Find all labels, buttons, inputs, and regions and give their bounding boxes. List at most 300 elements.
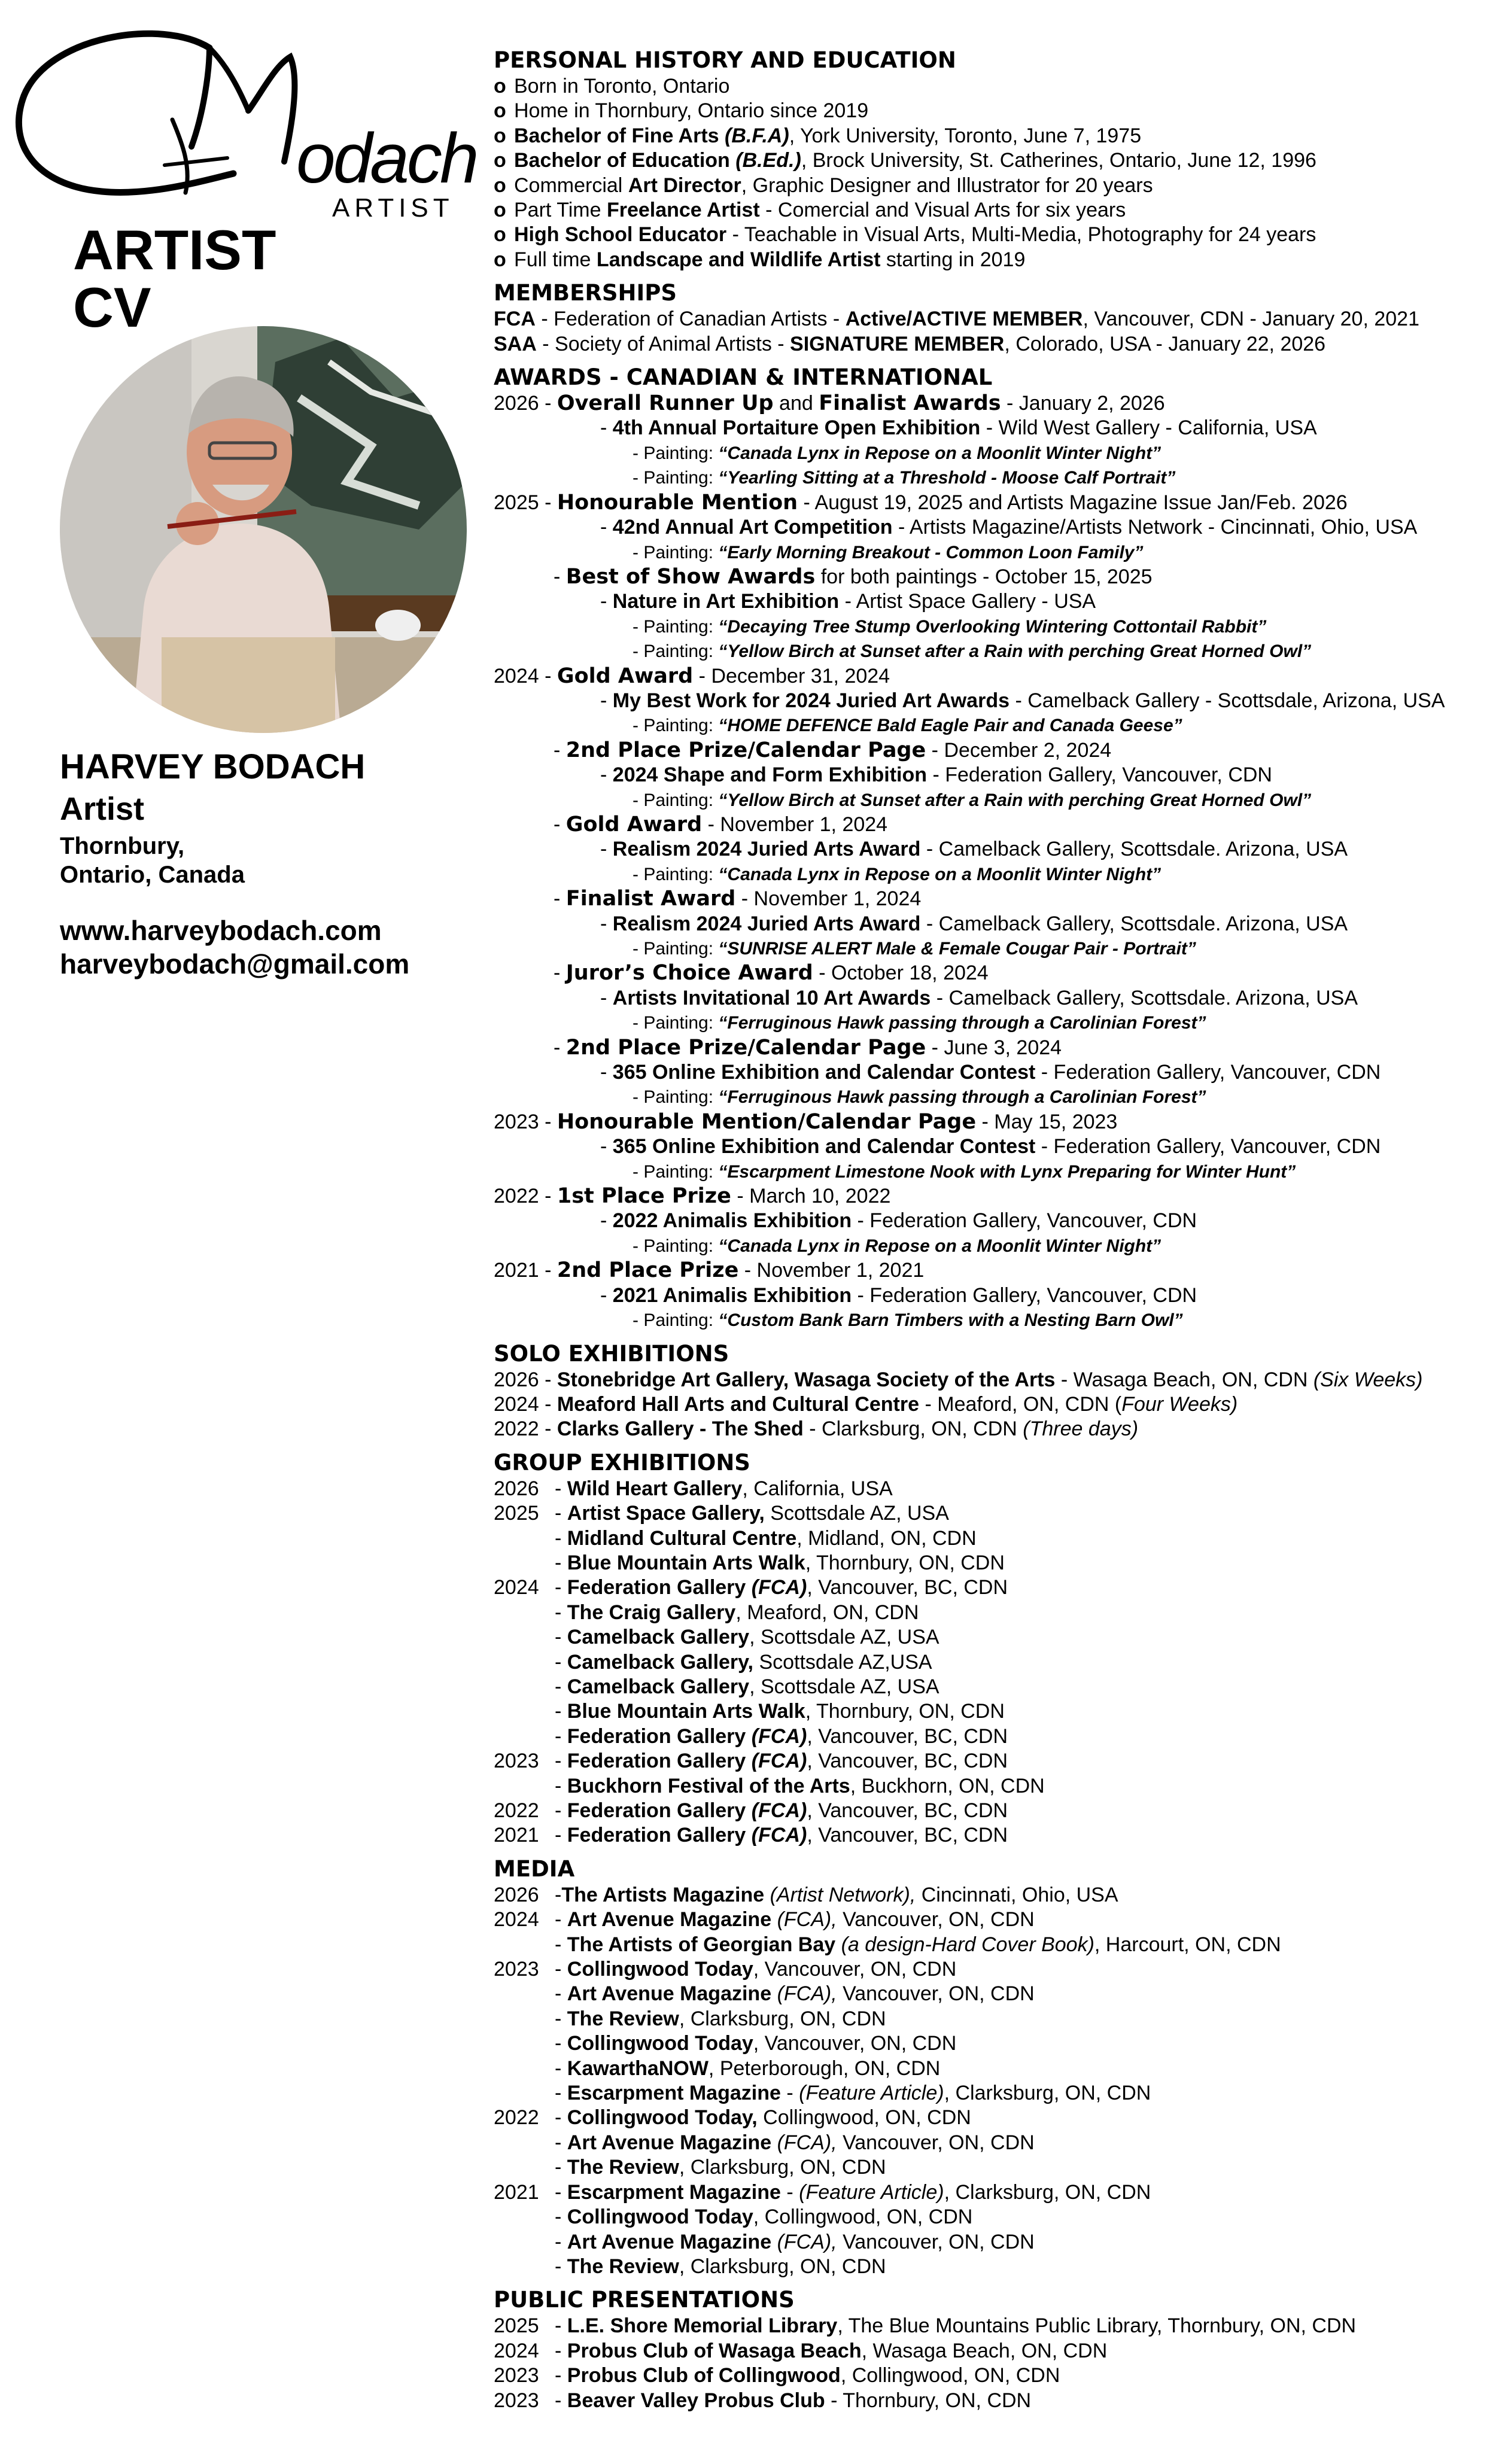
- text-segment: KawarthaNOW: [567, 2057, 709, 2080]
- table-row: [494, 1933, 1487, 1957]
- text-segment: Art Avenue Magazine: [567, 2230, 772, 2253]
- text-segment: and: [773, 392, 819, 415]
- text-segment: Bachelor of Fine Arts: [514, 124, 725, 147]
- painting-title: “Canada Lynx in Repose on a Moonlit Winter Night”: [718, 1236, 1161, 1256]
- text-segment: -: [555, 1700, 567, 1723]
- text-segment: -: [555, 2364, 567, 2387]
- text-segment: -: [555, 1601, 567, 1624]
- text-segment: Buckhorn Festival of the Arts: [567, 1774, 850, 1797]
- text-segment: -: [600, 838, 613, 861]
- public-presentations-list: [494, 2314, 1487, 2413]
- table-row: [494, 2314, 1487, 2338]
- text-segment: , Collingwood, ON, CDN: [753, 2206, 973, 2229]
- text-segment: - November 1, 2024: [735, 887, 922, 911]
- bullet-icon: o: [494, 174, 506, 197]
- awards-list: [494, 391, 1487, 1333]
- table-row: [494, 2031, 1487, 2056]
- table-row: [494, 2180, 1487, 2205]
- painting-line: [494, 639, 1487, 664]
- table-row: [494, 1526, 1487, 1551]
- text-segment: Escarpment Magazine: [567, 2082, 781, 2105]
- text-segment: -: [554, 738, 566, 762]
- award-line: [494, 738, 1487, 763]
- text-segment: - Camelback Gallery, Scottsdale. Arizona, USA: [920, 838, 1348, 861]
- text-segment: -: [600, 1061, 613, 1084]
- text-segment: Escarpment Magazine: [567, 2180, 781, 2204]
- list-item: [494, 1417, 1487, 1441]
- exhibition-line: [494, 1134, 1487, 1159]
- artist-cv-title: ARTIST CV: [73, 218, 276, 339]
- text-segment: -: [600, 763, 613, 787]
- text-segment: , Vancouver, BC, CDN: [807, 1724, 1008, 1748]
- text-segment: -: [555, 2156, 567, 2179]
- table-row: [494, 2007, 1487, 2031]
- left-column: [0, 0, 479, 1017]
- table-row: [494, 1799, 1487, 1823]
- text-segment: (B.F.A): [725, 124, 789, 147]
- text-segment: -: [600, 986, 613, 1009]
- text-segment: - Camelback Gallery - Scottsdale, Arizona, USA: [1010, 689, 1445, 712]
- text-segment: Art Avenue Magazine: [567, 1908, 772, 1931]
- text-segment: -: [555, 2314, 567, 2338]
- award-title: Best of Show Awards: [565, 564, 816, 589]
- text-segment: (FCA): [751, 1724, 807, 1748]
- personal-history-heading: PERSONAL HISTORY AND EDUCATION: [494, 47, 956, 73]
- text-segment: , Meaford, ON, CDN: [735, 1601, 919, 1624]
- award-title: Honourable Mention: [557, 490, 798, 515]
- text-segment: -: [555, 2032, 567, 2055]
- painting-title: “Ferruginous Hawk passing through a Carolinian Forest”: [718, 1013, 1206, 1033]
- year-cell: 2025: [494, 2314, 539, 2338]
- text-segment: , Vancouver, ON, CDN: [753, 2032, 957, 2055]
- painting-title: “HOME DEFENCE Bald Eagle Pair and Canada Geese”: [718, 716, 1182, 736]
- award-line: [494, 565, 1487, 589]
- text-segment: (FCA),: [777, 2230, 837, 2253]
- table-row: [494, 1823, 1487, 1848]
- text-segment: (FCA): [751, 1824, 807, 1847]
- text-segment: - October 18, 2024: [813, 962, 989, 985]
- exhibition-line: [494, 912, 1487, 936]
- painting-line: [494, 1234, 1487, 1258]
- text-segment: , Clarksburg, ON, CDN: [679, 2007, 886, 2030]
- award-title: Juror’s Choice Award: [565, 961, 813, 985]
- text-segment: - Federation of Canadian Artists -: [535, 308, 846, 331]
- table-row: [494, 1774, 1487, 1799]
- text-segment: - December 31, 2024: [693, 664, 890, 688]
- bullet-icon: o: [494, 124, 506, 147]
- text-segment: Four Weeks): [1121, 1392, 1238, 1416]
- text-segment: Vancouver, ON, CDN: [837, 2131, 1035, 2154]
- text-segment: (FCA),: [777, 2131, 837, 2154]
- text-segment: - Painting:: [633, 1087, 719, 1108]
- table-row: [494, 1551, 1487, 1575]
- text-segment: Born in Toronto, Ontario: [514, 75, 730, 98]
- text-segment: - Comercial and Visual Arts for six years: [759, 199, 1126, 222]
- table-row: [494, 2057, 1487, 2081]
- award-title: Finalist Awards: [819, 391, 1001, 416]
- text-segment: - Painting:: [633, 468, 719, 488]
- award-line: [494, 1036, 1487, 1060]
- text-segment: Nature in Art Exhibition: [612, 590, 840, 613]
- award-line: [494, 391, 1487, 416]
- text-segment: Meaford Hall Arts and Cultural Centre: [557, 1392, 920, 1416]
- text-segment: Federation Gallery: [567, 1724, 752, 1748]
- table-row: [494, 1650, 1487, 1675]
- text-segment: , Harcourt, ON, CDN: [1094, 1933, 1281, 1956]
- list-item: [494, 307, 1487, 331]
- text-segment: The Review: [567, 2007, 679, 2030]
- text-segment: Part Time: [514, 199, 607, 222]
- text-segment: -: [555, 1526, 567, 1550]
- text-segment: 4th Annual Portaiture Open Exhibition: [612, 416, 981, 440]
- text-segment: - June 3, 2024: [926, 1036, 1062, 1059]
- bullet-icon: o: [494, 199, 506, 222]
- text-segment: -: [555, 2057, 567, 2080]
- list-item: [494, 99, 1487, 123]
- text-segment: 2025 -: [494, 491, 557, 514]
- text-segment: -: [600, 689, 613, 712]
- text-segment: 2024 -: [494, 1392, 557, 1416]
- text-segment: Collingwood Today: [567, 1958, 753, 1981]
- text-segment: - Painting:: [633, 641, 719, 662]
- solo-exhibitions-heading: SOLO EXHIBITIONS: [494, 1340, 729, 1367]
- painting-line: [494, 713, 1487, 738]
- award-title: 2nd Place Prize/Calendar Page: [565, 1035, 926, 1060]
- painting-line: [494, 466, 1487, 490]
- text-segment: -: [555, 1908, 567, 1931]
- text-segment: , Clarksburg, ON, CDN: [944, 2180, 1151, 2204]
- year-cell: 2023: [494, 1750, 539, 1773]
- text-segment: starting in 2019: [880, 248, 1026, 271]
- text-segment: 2026 -: [494, 392, 557, 415]
- text-segment: -: [555, 2255, 567, 2278]
- text-segment: , Thornbury, ON, CDN: [805, 1551, 1005, 1574]
- text-segment: , Scottsdale AZ, USA: [749, 1675, 939, 1698]
- text-segment: Collingwood Today: [567, 2032, 753, 2055]
- bullet-icon: o: [494, 99, 506, 123]
- text-segment: Active/ACTIVE MEMBER: [845, 308, 1083, 331]
- text-segment: Federation Gallery: [567, 1824, 752, 1847]
- website-link[interactable]: www.harveybodach.com: [60, 915, 382, 946]
- exhibition-line: [494, 1283, 1487, 1308]
- text-segment: - December 2, 2024: [926, 738, 1112, 762]
- text-segment: Vancouver, ON, CDN: [837, 1908, 1035, 1931]
- text-segment: -: [555, 1650, 567, 1674]
- year-cell: 2024: [494, 1576, 539, 1599]
- text-segment: - Painting:: [633, 1013, 719, 1033]
- text-segment: - Wasaga Beach, ON, CDN: [1055, 1368, 1313, 1391]
- painting-line: [494, 615, 1487, 639]
- table-row: [494, 1601, 1487, 1625]
- bullet-icon: o: [494, 223, 506, 247]
- list-item: [494, 1368, 1487, 1392]
- painting-title: “Escarpment Limestone Nook with Lynx Preparing for Winter Hunt”: [718, 1161, 1296, 1182]
- text-segment: , Brock University, St. Catherines, Ontario, June 12, 1996: [801, 149, 1316, 172]
- text-segment: , Buckhorn, ON, CDN: [850, 1774, 1045, 1797]
- painting-title: “Yellow Birch at Sunset after a Rain with perching Great Horned Owl”: [718, 641, 1312, 662]
- text-segment: Blue Mountain Arts Walk: [567, 1700, 805, 1723]
- text-segment: SAA: [494, 332, 537, 355]
- text-segment: - Painting:: [633, 790, 719, 810]
- table-row: [494, 2230, 1487, 2255]
- exhibition-line: [494, 986, 1487, 1011]
- text-segment: Probus Club of Collingwood: [567, 2364, 841, 2387]
- text-segment: (FCA),: [777, 1908, 837, 1931]
- table-row: [494, 2255, 1487, 2279]
- table-row: [494, 1675, 1487, 1699]
- text-segment: - Clarksburg, ON, CDN: [803, 1417, 1023, 1441]
- award-title: 1st Place Prize: [557, 1184, 731, 1209]
- text-segment: - Thornbury, ON, CDN: [825, 2389, 1032, 2412]
- table-row: [494, 2339, 1487, 2363]
- year-cell: 2025: [494, 1502, 539, 1525]
- year-cell: 2022: [494, 1799, 539, 1822]
- exhibition-line: [494, 763, 1487, 787]
- list-item: [494, 248, 1487, 272]
- table-row: [494, 1982, 1487, 2006]
- table-row: [494, 2155, 1487, 2180]
- list-item: [494, 332, 1487, 357]
- text-segment: - Federation Gallery, Vancouver, CDN: [1035, 1135, 1381, 1158]
- text-segment: 2023 -: [494, 1110, 557, 1133]
- text-segment: 2021 -: [494, 1259, 557, 1282]
- text-segment: , Vancouver, BC, CDN: [807, 1576, 1008, 1599]
- text-segment: Blue Mountain Arts Walk: [567, 1551, 805, 1574]
- text-segment: - Painting:: [633, 716, 719, 736]
- text-segment: , California, USA: [742, 1477, 893, 1500]
- award-title: Honourable Mention/Calendar Page: [557, 1109, 977, 1134]
- text-segment: [771, 1982, 777, 2005]
- cv-content: [494, 47, 1487, 2413]
- painting-title: “Decaying Tree Stump Overlooking Wintering Cottontail Rabbit”: [718, 616, 1267, 637]
- painting-line: [494, 1160, 1487, 1184]
- award-title: Gold Award: [557, 664, 694, 688]
- text-segment: -: [555, 1502, 567, 1525]
- text-segment: L.E. Shore Memorial Library: [567, 2314, 838, 2338]
- text-segment: -: [554, 887, 566, 911]
- text-segment: , Wasaga Beach, ON, CDN: [861, 2339, 1108, 2362]
- text-segment: [764, 1884, 770, 1906]
- painting-title: “Canada Lynx in Repose on a Moonlit Winter Night”: [718, 443, 1161, 463]
- table-row: [494, 1699, 1487, 1724]
- text-segment: Bachelor of Education: [514, 149, 736, 172]
- exhibition-line: [494, 1060, 1487, 1085]
- svg-text:ARTIST: ARTIST: [332, 193, 454, 223]
- public-presentations-heading: PUBLIC PRESENTATIONS: [494, 2287, 795, 2313]
- award-title: Finalist Award: [565, 887, 736, 911]
- solo-exhibitions-list: [494, 1368, 1487, 1442]
- painting-line: [494, 540, 1487, 565]
- text-segment: The Craig Gallery: [567, 1601, 736, 1624]
- text-segment: Scottsdale AZ, USA: [764, 1502, 949, 1525]
- award-title: 2nd Place Prize/Calendar Page: [565, 738, 926, 762]
- text-segment: Art Avenue Magazine: [567, 1982, 772, 2006]
- text-segment: FCA: [494, 308, 536, 331]
- text-segment: Full time: [514, 248, 597, 271]
- text-segment: - Wild West Gallery - California, USA: [980, 416, 1317, 440]
- table-row: [494, 1749, 1487, 1774]
- text-segment: The Artists of Georgian Bay: [567, 1933, 836, 1956]
- text-segment: (Artist Network),: [770, 1883, 916, 1906]
- text-segment: (Feature Article): [799, 2180, 944, 2204]
- text-segment: , Graphic Designer and Illustrator for 20 years: [741, 174, 1153, 197]
- text-segment: Realism 2024 Juried Arts Award: [612, 912, 921, 935]
- year-cell: 2021: [494, 1824, 539, 1847]
- painting-title: “Yellow Birch at Sunset after a Rain with perching Great Horned Owl”: [718, 790, 1312, 810]
- award-line: [494, 491, 1487, 515]
- table-row: [494, 1501, 1487, 1526]
- text-segment: 2024 Shape and Form Exhibition: [612, 763, 928, 787]
- artist-name: HARVEY BODACH: [60, 747, 366, 786]
- text-segment: Federation Gallery: [567, 1799, 752, 1822]
- text-segment: Midland Cultural Centre: [567, 1526, 797, 1550]
- text-segment: Vancouver, ON, CDN: [837, 1982, 1035, 2006]
- text-segment: (FCA): [751, 1576, 807, 1599]
- text-segment: - Society of Animal Artists -: [536, 332, 790, 355]
- text-segment: -: [600, 590, 613, 613]
- text-segment: , Vancouver, BC, CDN: [807, 1750, 1008, 1773]
- text-segment: The Review: [567, 2255, 679, 2278]
- award-line: [494, 1184, 1487, 1209]
- text-segment: Clarks Gallery - The Shed: [557, 1417, 804, 1441]
- text-segment: (a design-Hard Cover Book): [841, 1933, 1094, 1956]
- text-segment: (Six Weeks): [1313, 1368, 1423, 1391]
- email-link[interactable]: harveybodach@gmail.com: [60, 948, 410, 979]
- text-segment: , Clarksburg, ON, CDN: [679, 2156, 886, 2179]
- table-row: [494, 2363, 1487, 2388]
- text-segment: [771, 2231, 777, 2253]
- text-segment: -: [600, 912, 613, 935]
- text-segment: , Scottsdale AZ, USA: [749, 1626, 939, 1649]
- painting-line: [494, 1011, 1487, 1035]
- text-segment: , Colorado, USA - January 22, 2026: [1004, 332, 1326, 355]
- text-segment: 2022 -: [494, 1185, 557, 1208]
- text-segment: -: [555, 1675, 567, 1698]
- text-segment: , Peterborough, ON, CDN: [708, 2057, 941, 2080]
- text-segment: - Camelback Gallery, Scottsdale. Arizona, USA: [920, 912, 1348, 935]
- text-segment: Home in Thornbury, Ontario since 2019: [514, 99, 869, 123]
- text-segment: , Vancouver, BC, CDN: [807, 1824, 1008, 1847]
- painting-title: “Early Morning Breakout - Common Loon Family”: [718, 542, 1144, 562]
- award-title: 2nd Place Prize: [557, 1258, 739, 1283]
- table-row: [494, 1575, 1487, 1600]
- text-segment: -: [600, 516, 613, 539]
- media-heading: MEDIA: [494, 1855, 575, 1882]
- text-segment: Scottsdale AZ,USA: [753, 1650, 932, 1674]
- text-segment: (FCA),: [777, 1982, 837, 2006]
- year-cell: 2023: [494, 2389, 539, 2412]
- text-segment: -: [600, 1283, 613, 1307]
- award-line: [494, 1258, 1487, 1283]
- text-segment: Camelback Gallery,: [567, 1650, 753, 1674]
- text-segment: 2026 -: [494, 1368, 557, 1391]
- text-segment: Collingwood Today,: [567, 2106, 758, 2130]
- painting-title: “Ferruginous Hawk passing through a Carolinian Forest”: [718, 1087, 1206, 1108]
- text-segment: -: [780, 2082, 799, 2105]
- text-segment: - Camelback Gallery, Scottsdale. Arizona, USA: [931, 986, 1358, 1009]
- list-item: [494, 174, 1487, 198]
- text-segment: Art Avenue Magazine: [567, 2131, 772, 2154]
- text-segment: -: [555, 1626, 567, 1649]
- table-row: [494, 2131, 1487, 2155]
- exhibition-line: [494, 837, 1487, 862]
- text-segment: -: [555, 1750, 567, 1773]
- text-segment: Camelback Gallery: [567, 1626, 750, 1649]
- exhibition-line: [494, 689, 1487, 713]
- year-cell: 2022: [494, 2106, 539, 2130]
- personal-history-list: [494, 74, 1487, 272]
- award-line: [494, 961, 1487, 985]
- text-segment: - Painting:: [633, 939, 719, 959]
- text-segment: - Federation Gallery, Vancouver, CDN: [852, 1209, 1197, 1233]
- text-segment: (B.Ed.): [735, 149, 801, 172]
- artist-role: Artist: [60, 791, 145, 827]
- text-segment: -: [555, 1551, 567, 1574]
- text-segment: -: [600, 1209, 613, 1233]
- text-segment: 42nd Annual Art Competition: [612, 516, 893, 539]
- text-segment: -: [555, 1883, 562, 1906]
- table-row: [494, 1625, 1487, 1650]
- exhibition-line: [494, 416, 1487, 440]
- year-cell: 2021: [494, 2180, 539, 2204]
- text-segment: - Artists Magazine/Artists Network - Cincinnati, Ohio, USA: [892, 516, 1418, 539]
- text-segment: [835, 1933, 841, 1956]
- table-row: [494, 2081, 1487, 2106]
- award-line: [494, 1110, 1487, 1134]
- award-title: Gold Award: [565, 812, 703, 836]
- signature-logo: [12, 24, 491, 227]
- text-segment: - Painting:: [633, 1161, 719, 1182]
- text-segment: Camelback Gallery: [567, 1675, 750, 1698]
- text-segment: Cincinnati, Ohio, USA: [916, 1883, 1118, 1906]
- text-segment: - Artist Space Gallery - USA: [839, 590, 1096, 613]
- award-line: [494, 664, 1487, 689]
- awards-heading: AWARDS - CANADIAN & INTERNATIONAL: [494, 364, 993, 391]
- artist-portrait-photo: [60, 326, 467, 733]
- text-segment: - Painting:: [633, 1236, 719, 1256]
- text-segment: , Vancouver, ON, CDN: [753, 1958, 957, 1981]
- table-row: [494, 1883, 1487, 1908]
- text-segment: -: [555, 2082, 567, 2105]
- group-exhibitions-list: [494, 1477, 1487, 1848]
- text-segment: Stonebridge Art Gallery, Wasaga Society of the Arts: [557, 1368, 1056, 1391]
- text-segment: , Collingwood, ON, CDN: [840, 2364, 1060, 2387]
- text-segment: - August 19, 2025 and Artists Magazine Issue Jan/Feb. 2026: [798, 491, 1348, 514]
- text-segment: 2024 -: [494, 664, 557, 688]
- text-segment: [771, 2131, 777, 2154]
- text-segment: , Vancouver, BC, CDN: [807, 1799, 1008, 1822]
- text-segment: -: [555, 1724, 567, 1748]
- text-segment: - Teachable in Visual Arts, Multi-Media, Photography for 24 years: [726, 223, 1316, 247]
- painting-title: “Custom Bank Barn Timbers with a Nesting Barn Owl”: [718, 1310, 1183, 1331]
- text-segment: for both paintings - October 15, 2025: [815, 565, 1153, 588]
- text-segment: -: [555, 2230, 567, 2253]
- text-segment: Federation Gallery: [567, 1576, 752, 1599]
- text-segment: Federation Gallery: [567, 1750, 752, 1773]
- text-segment: -: [555, 1824, 567, 1847]
- bullet-icon: o: [494, 149, 506, 172]
- text-segment: -: [554, 1036, 566, 1059]
- list-item: [494, 1392, 1487, 1417]
- group-exhibitions-heading: GROUP EXHIBITIONS: [494, 1449, 750, 1476]
- text-segment: -: [554, 962, 566, 985]
- text-segment: Beaver Valley Probus Club: [567, 2389, 825, 2412]
- text-segment: 365 Online Exhibition and Calendar Contest: [612, 1135, 1036, 1158]
- text-segment: Realism 2024 Juried Arts Award: [612, 838, 921, 861]
- painting-line: [494, 788, 1487, 813]
- text-segment: Freelance Artist: [606, 199, 760, 222]
- text-segment: , Vancouver, CDN - January 20, 2021: [1083, 308, 1419, 331]
